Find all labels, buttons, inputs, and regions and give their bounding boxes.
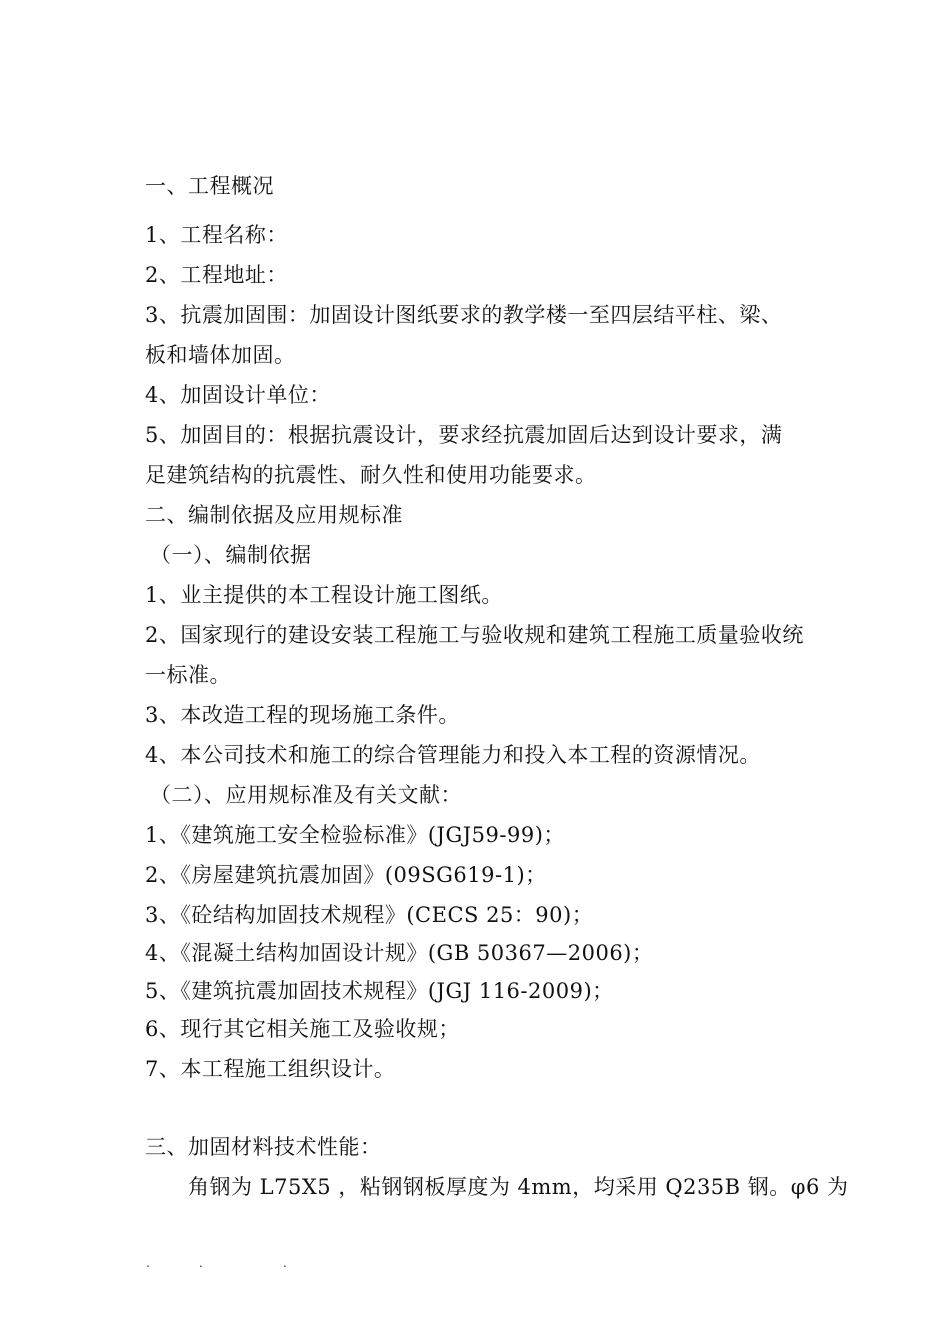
text-line: 足建筑结构的抗震性、耐久性和使用功能要求。 xyxy=(145,463,597,487)
section-heading-basis: 二、编制依据及应用规标准 xyxy=(145,503,403,527)
subsection-heading: （一）、编制依据 xyxy=(150,543,312,567)
section-heading-overview: 一、工程概况 xyxy=(145,174,274,198)
text-line: 2、国家现行的建设安装工程施工与验收规和建筑工程施工质量验收统 xyxy=(145,623,804,647)
footer-dot: . xyxy=(146,1256,150,1270)
text-line: 3、《砼结构加固技术规程》(CECS 25：90)； xyxy=(145,903,594,927)
footer-dots xyxy=(146,1256,287,1270)
text-line: 5、加固目的：根据抗震设计，要求经抗震加固后达到设计要求，满 xyxy=(145,423,783,447)
text-line: 2、工程地址： xyxy=(145,263,288,287)
text-line: 3、本改造工程的现场施工条件。 xyxy=(145,703,460,727)
section-heading-materials: 三、加固材料技术性能： xyxy=(145,1135,382,1159)
text-line: 4、本公司技术和施工的综合管理能力和投入本工程的资源情况。 xyxy=(145,743,761,767)
text-line: 3、抗震加固围：加固设计图纸要求的教学楼一至四层结平柱、梁、 xyxy=(145,303,783,327)
text-line: 1、《建筑施工安全检验标准》(JGJ59-99)； xyxy=(145,823,565,847)
text-line: 7、本工程施工组织设计。 xyxy=(145,1057,396,1081)
text-line: 2、《房屋建筑抗震加固》(09SG619-1)； xyxy=(145,863,547,887)
text-line: 1、工程名称： xyxy=(145,223,288,247)
text-line: 一标准。 xyxy=(145,663,231,687)
text-line: 6、现行其它相关施工及验收规； xyxy=(145,1017,460,1041)
footer-dot: . xyxy=(283,1256,287,1270)
text-line: 4、加固设计单位： xyxy=(145,383,331,407)
text-line: 4、《混凝土结构加固设计规》(GB 50367—2006)； xyxy=(145,941,654,965)
text-line: 1、业主提供的本工程设计施工图纸。 xyxy=(145,583,503,607)
text-line: 板和墙体加固。 xyxy=(145,343,296,367)
text-line: 5、《建筑抗震加固技术规程》(JGJ 116-2009)； xyxy=(145,979,614,1003)
text-line: 角钢为 L75X5 ，粘钢钢板厚度为 4mm，均采用 Q235B 钢。φ6 为 xyxy=(188,1175,849,1199)
subsection-heading: （二）、应用规标准及有关文献： xyxy=(150,783,462,807)
footer-dot: . xyxy=(199,1256,203,1270)
